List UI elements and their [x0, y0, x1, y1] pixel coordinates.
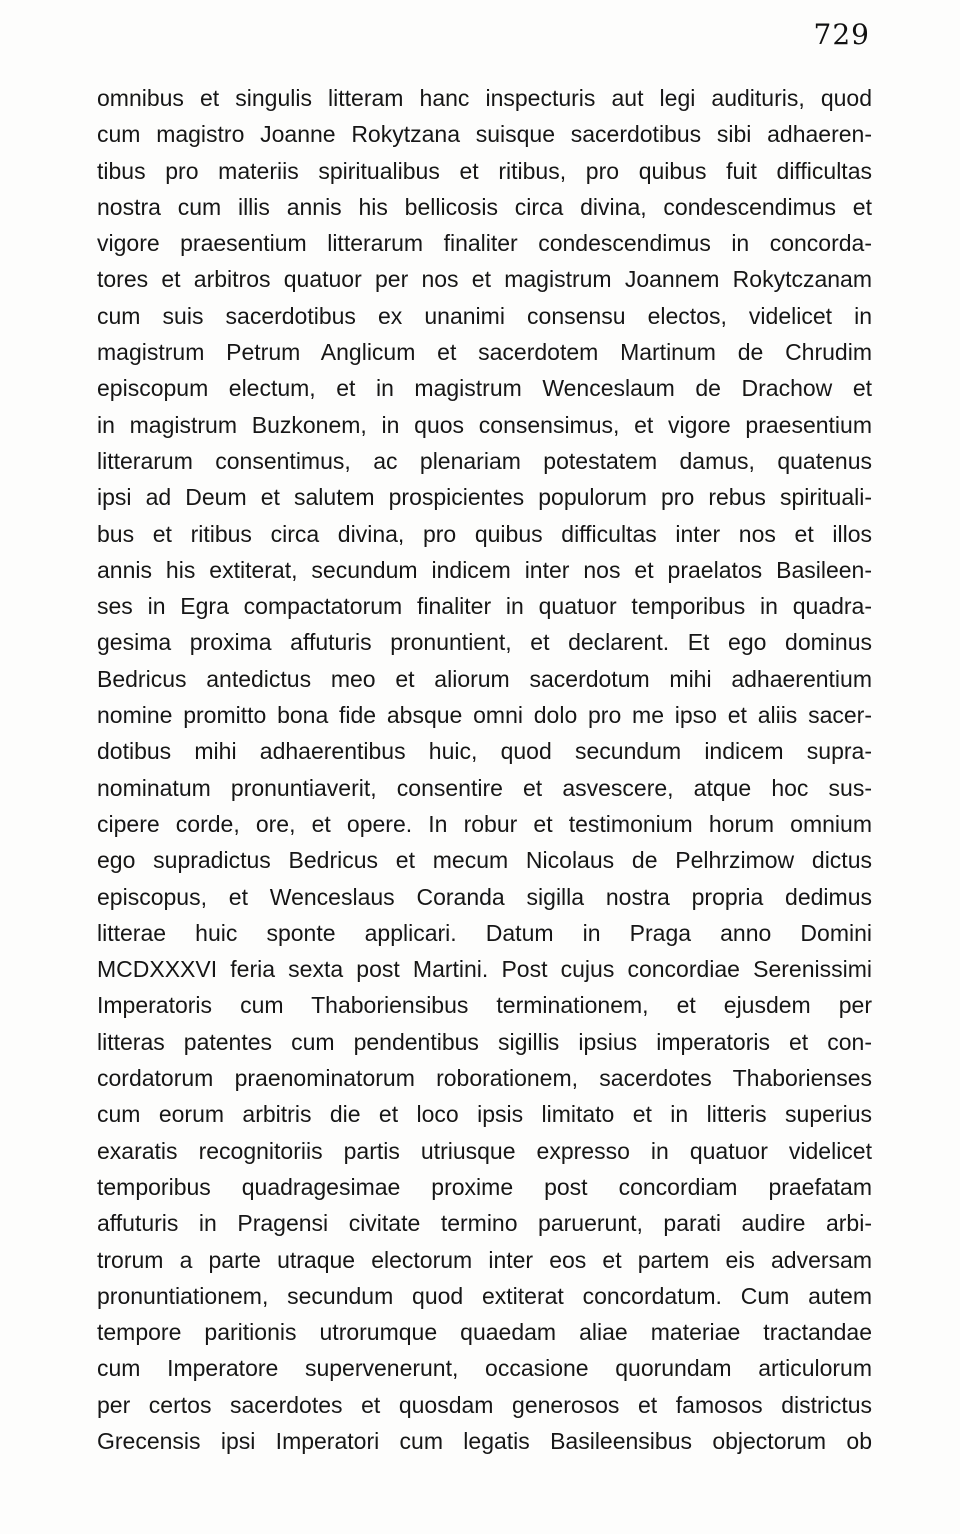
text-line: nomine promitto bona fide absque omni dolo pro me ipso et aliis sacer- — [97, 702, 872, 729]
text-line: dotibus mihi adhaerentibus huic, quod secundum indicem supra- — [97, 738, 872, 765]
text-line: trorum a parte utraque electorum inter eos et partem eis adversam — [97, 1246, 872, 1273]
text-line: affuturis in Pragensi civitate termino paruerunt, parati audire arbi- — [97, 1210, 872, 1237]
text-line: cum eorum arbitris die et loco ipsis limitato et in litteris superius — [97, 1101, 872, 1128]
text-line: Grecensis ipsi Imperatori cum legatis Basileensibus objectorum ob — [97, 1427, 872, 1454]
text-line: ipsi ad Deum et salutem prospicientes populorum pro rebus spirituali- — [97, 484, 872, 511]
text-line: tores et arbitros quatuor per nos et magistrum Joannem Rokytczanam — [97, 266, 872, 293]
text-line: ses in Egra compactatorum finaliter in quatuor temporibus in quadra- — [97, 593, 872, 620]
text-line: Bedricus antedictus meo et aliorum sacerdotum mihi adhaerentium — [97, 665, 872, 692]
text-line: MCDXXXVI feria sexta post Martini. Post cujus concordiae Serenissimi — [97, 956, 872, 983]
text-line: Imperatoris cum Thaboriensibus terminationem, et ejusdem per — [97, 992, 872, 1019]
text-line: litterae huic sponte applicari. Datum in Praga anno Domini — [97, 919, 872, 946]
text-line: cipere corde, ore, et opere. In robur et testimonium horum omnium — [97, 810, 872, 837]
text-line: tibus pro materiis spiritualibus et ritibus, pro quibus fuit difficultas — [97, 157, 872, 184]
text-line: episcopus, et Wenceslaus Coranda sigilla nostra propria dedimus — [97, 883, 872, 910]
text-line: exaratis recognitoriis partis utriusque expresso in quatuor videlicet — [97, 1137, 872, 1164]
text-line: vigore praesentium litterarum finaliter condescendimus in concorda- — [97, 230, 872, 257]
text-line: gesima proxima affuturis pronuntient, et declarent. Et ego dominus — [97, 629, 872, 656]
body-text — [97, 80, 872, 1459]
text-line: in magistrum Buzkonem, in quos consensimus, et vigore praesentium — [97, 411, 872, 438]
text-line: nominatum pronuntiaverit, consentire et asvescere, atque hoc sus- — [97, 774, 872, 801]
text-line: cordatorum praenominatorum roborationem, sacerdotes Thaborienses — [97, 1065, 872, 1092]
text-line: litteras patentes cum pendentibus sigillis ipsius imperatoris et con- — [97, 1028, 872, 1055]
text-line: bus et ritibus circa divina, pro quibus difficultas inter nos et illos — [97, 520, 872, 547]
text-line: tempore paritionis utrorumque quaedam aliae materiae tractandae — [97, 1319, 872, 1346]
text-line: cum magistro Joanne Rokytzana suisque sacerdotibus sibi adhaeren- — [97, 121, 872, 148]
text-line: episcopum electum, et in magistrum Wenceslaum de Drachow et — [97, 375, 872, 402]
text-line: cum suis sacerdotibus ex unanimi consensu electos, videlicet in — [97, 302, 872, 329]
text-line: annis his extiterat, secundum indicem inter nos et praelatos Basileen- — [97, 556, 872, 583]
text-line: litterarum consentimus, ac plenariam potestatem damus, quatenus — [97, 447, 872, 474]
text-line: cum Imperatore supervenerunt, occasione quorundam articulorum — [97, 1355, 872, 1382]
page-number: 729 — [813, 18, 870, 51]
text-line: nostra cum illis annis his bellicosis circa divina, condescendimus et — [97, 193, 872, 220]
text-line: per certos sacerdotes et quosdam generosos et famosos districtus — [97, 1391, 872, 1418]
text-line: magistrum Petrum Anglicum et sacerdotem Martinum de Chrudim — [97, 339, 872, 366]
text-line: pronuntiationem, secundum quod extiterat concordatum. Cum autem — [97, 1282, 872, 1309]
text-line: temporibus quadragesimae proxime post concordiam praefatam — [97, 1173, 872, 1200]
text-line: omnibus et singulis litteram hanc inspecturis aut legi audituris, quod — [97, 85, 872, 111]
text-line: ego supradictus Bedricus et mecum Nicolaus de Pelhrzimow dictus — [97, 847, 872, 874]
